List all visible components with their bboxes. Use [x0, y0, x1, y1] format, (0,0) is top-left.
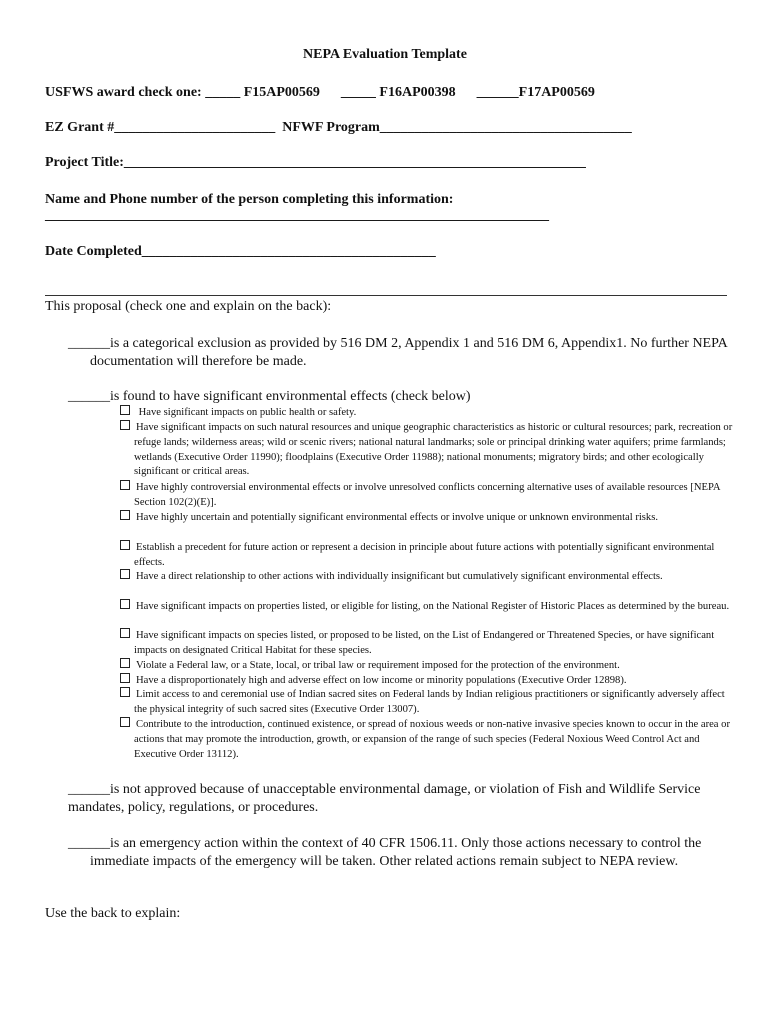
- checkbox[interactable]: [120, 599, 130, 609]
- checkbox[interactable]: [120, 420, 130, 430]
- contact-label: Name and Phone number of the person completing this information:: [45, 192, 454, 207]
- option-categorical-exclusion: ______is a categorical exclusion as provided by 516 DM 2, Appendix 1 and 516 DM 6, Appendix1. No further NEPA documentation will therefore be made.: [68, 336, 727, 369]
- checklist-item: Violate a Federal law, or a State, local, or tribal law or requirement imposed for the protection of the environment.: [120, 658, 739, 674]
- option-significant-effects: ______is found to have significant environmental effects (check below): [68, 389, 471, 404]
- checkbox[interactable]: [120, 540, 130, 550]
- checklist-item: Have highly uncertain and potentially significant environmental effects or involve unique or unknown environmental risks.: [120, 510, 739, 526]
- checkbox[interactable]: [120, 673, 130, 683]
- checkbox[interactable]: [120, 480, 130, 490]
- checklist-item: Have highly controversial environmental effects or involve unresolved conflicts concerning alternative uses of available resources [NEPA Section 102(2)(E)].: [120, 480, 739, 511]
- checklist-item: Have significant impacts on such natural resources and unique geographic characteristics as historic or cultural resources; park, recreation or refuge lands; wilderness areas; wild or scenic rivers; national natural landmarks; sole or principal drinking water aquifers; prime farmlands; wetlands (Executive Order 11990); floodplains (Executive Order 11988); national monuments; migratory birds; and other ecologically significant or critical areas.: [120, 420, 739, 480]
- checklist-item: Have significant impacts on public health or safety.: [120, 405, 725, 421]
- checkbox[interactable]: [120, 405, 130, 415]
- checklist-item: Contribute to the introduction, continued existence, or spread of noxious weeds or non-native invasive species known to occur in the area or actions that may promote the introduction, growth, or expansion of the range of such species (Federal Noxious Weed Control Act and Executive Order 13112).: [120, 717, 734, 762]
- checkbox[interactable]: [120, 569, 130, 579]
- checklist-item: Have a disproportionately high and adverse effect on low income or minority populations (Executive Order 12898).: [120, 673, 739, 689]
- ez-grant-line: EZ Grant #_______________________ NFWF Program____________________________________: [45, 120, 632, 135]
- contact-blank: ________________________________________________________________________: [45, 208, 549, 223]
- document-title: NEPA Evaluation Template: [303, 47, 467, 62]
- checklist-item: Have a direct relationship to other actions with individually insignificant but cumulatively significant environmental effects.: [120, 569, 739, 585]
- project-title-line: Project Title:__________________________________________________________________: [45, 155, 586, 170]
- checkbox[interactable]: [120, 717, 130, 727]
- proposal-intro: This proposal (check one and explain on the back):: [45, 299, 332, 314]
- checkbox[interactable]: [120, 628, 130, 638]
- award-check-line: USFWS award check one: _____ F15AP00569 _____ F16AP00398 ______F17AP00569: [45, 85, 595, 100]
- checklist-item: Have significant impacts on properties listed, or eligible for listing, on the National Register of Historic Places as determined by the bureau.: [120, 599, 739, 615]
- checkbox[interactable]: [120, 658, 130, 668]
- checkbox[interactable]: [120, 510, 130, 520]
- option-emergency-action: ______is an emergency action within the context of 40 CFR 1506.11. Only those actions necessary to control the immediate impacts of the emergency will be taken. Other related actions remain subject to NEPA review.: [68, 836, 702, 869]
- option-not-approved: ______is not approved because of unacceptable environmental damage, or violation of Fish and Wildlife Service mandates, policy, regulations, or procedures.: [68, 782, 701, 815]
- date-completed-line: Date Completed__________________________________________: [45, 244, 436, 259]
- section-divider: [45, 295, 727, 296]
- checklist-item: Have significant impacts on species listed, or proposed to be listed, on the List of Endangered or Threatened Species, or have significant impacts on designated Critical Habitat for these species.: [120, 628, 739, 659]
- checkbox[interactable]: [120, 687, 130, 697]
- back-explain-note: Use the back to explain:: [45, 906, 181, 921]
- checklist-item: Limit access to and ceremonial use of Indian sacred sites on Federal lands by Indian religious practitioners or significantly adversely affect the physical integrity of such sacred sites (Executive Order 13007).: [120, 687, 739, 718]
- checklist-item: Establish a precedent for future action or represent a decision in principle about future actions with potentially significant environmental effects.: [120, 540, 739, 571]
